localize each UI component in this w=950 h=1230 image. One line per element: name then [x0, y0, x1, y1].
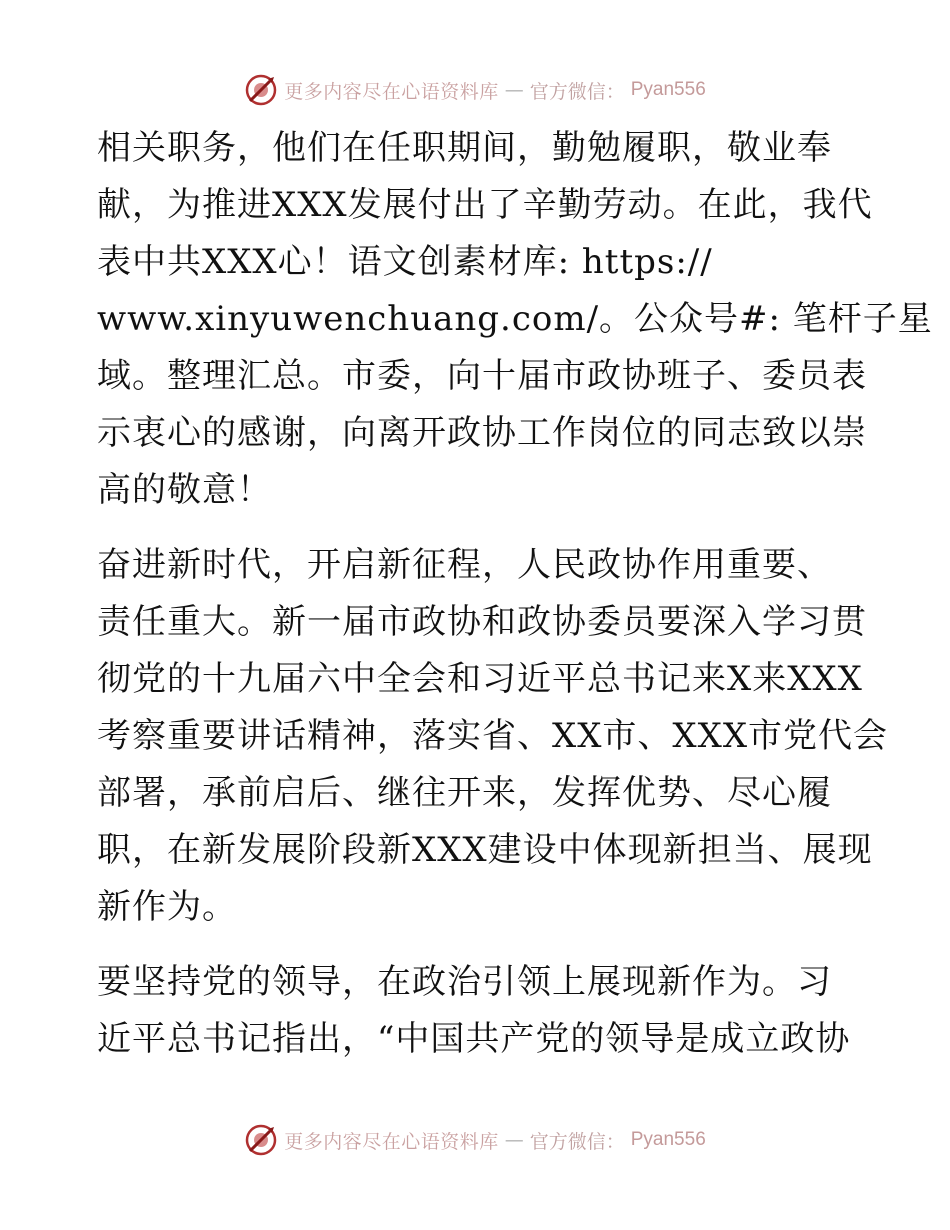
text-line: 献，为推进XXX发展付出了辛勤劳动。在此，我代 [97, 185, 873, 225]
banner-wechat-label: 官方微信： [529, 1130, 625, 1153]
text-line: 表中共XXX心！语文创素材库: https:// [97, 242, 713, 282]
text-line: 高的敬意！ [97, 470, 272, 510]
paragraph-3 [97, 954, 857, 1068]
banner-title: 更多内容尽在心语资料库 [284, 1130, 499, 1153]
text-line: 职，在新发展阶段新XXX建设中体现新担当、展现 [97, 830, 873, 870]
logo-icon [244, 1123, 278, 1157]
text-line: 彻党的十九届六中全会和习近平总书记来X来XXX [97, 659, 863, 699]
text-line: 考察重要讲话精神，落实省、XX市、XXX市党代会 [97, 716, 889, 756]
text-line: 近平总书记指出，“中国共产党的领导是成立政协 [97, 1019, 851, 1059]
text-line: 示衷心的感谢，向离开政协工作岗位的同志致以崇 [97, 413, 867, 453]
header-banner [0, 70, 950, 110]
text-line: 新作为。 [97, 887, 237, 927]
banner-wechat-id: Pyan556 [630, 1129, 706, 1150]
paragraph-1 [97, 120, 933, 519]
logo-icon [244, 73, 278, 107]
footer-banner [0, 1120, 950, 1160]
banner-title: 更多内容尽在心语资料库 [284, 80, 499, 103]
text-line: 相关职务，他们在任职期间，勤勉履职，敬业奉 [97, 128, 832, 168]
banner-separator: — [504, 79, 524, 101]
text-line: 责任重大。新一届市政协和政协委员要深入学习贯 [97, 602, 867, 642]
banner-separator: — [504, 1129, 524, 1151]
text-line: 域。整理汇总。市委，向十届市政协班子、委员表 [97, 356, 867, 396]
banner-wechat-id: Pyan556 [630, 79, 706, 100]
text-line: 要坚持党的领导，在政治引领上展现新作为。习 [97, 962, 832, 1002]
paragraph-2 [97, 537, 889, 936]
text-line: 奋进新时代，开启新征程，人民政协作用重要、 [97, 545, 832, 585]
text-line: 部署，承前启后、继往开来，发挥优势、尽心履 [97, 773, 832, 813]
document-body [97, 120, 933, 1068]
text-line: www.xinyuwenchuang.com/。公众号#: 笔杆子星 [97, 299, 933, 339]
banner-wechat-label: 官方微信： [529, 80, 625, 103]
